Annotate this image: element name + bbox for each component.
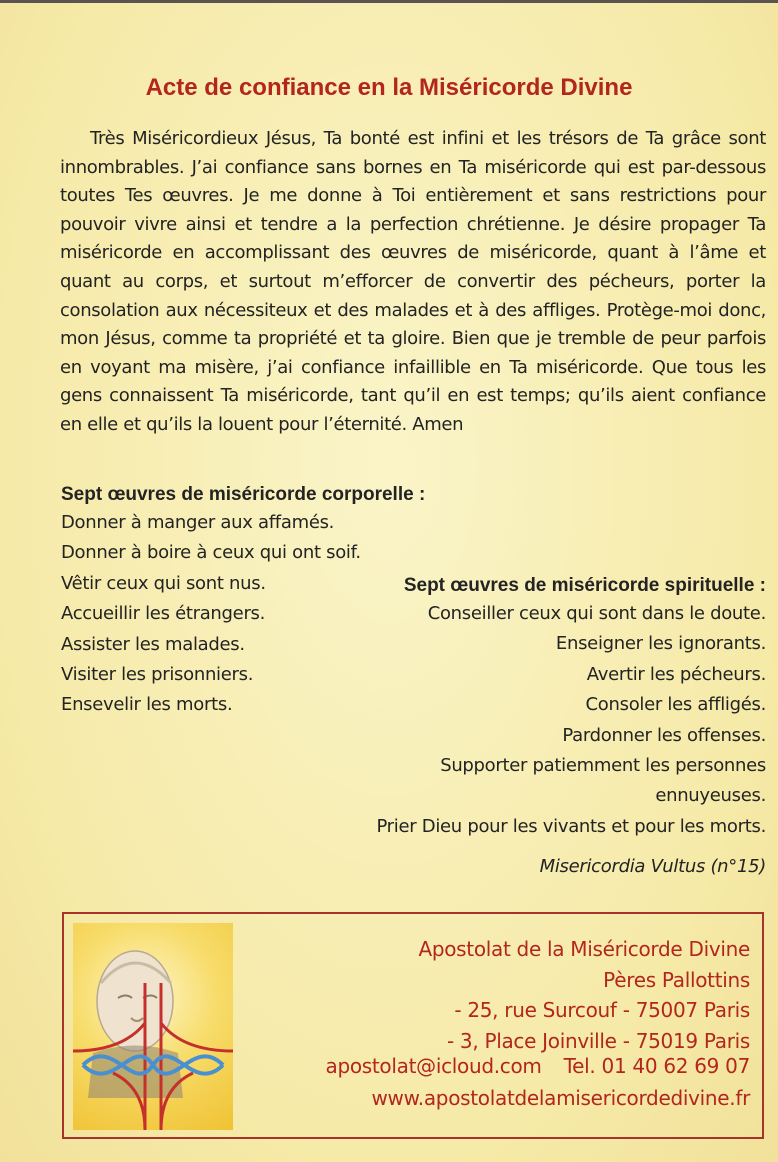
list-item: Donner à boire à ceux qui ont soif. <box>61 542 361 564</box>
phone-number: Tel. 01 40 62 69 07 <box>563 1054 750 1078</box>
address-line: Pères Pallottins <box>603 967 750 992</box>
contact-line <box>325 1054 750 1078</box>
address-block <box>418 934 750 1056</box>
list-item: Visiter les prisonniers. <box>61 663 254 685</box>
list-item: Enseigner les ignorants. <box>555 633 766 655</box>
list-item: Assister les malades. <box>61 633 245 655</box>
address-line: - 3, Place Joinville - 75019 Paris <box>446 1028 750 1053</box>
prayer-text <box>60 125 766 440</box>
pallottine-portrait-icon <box>73 923 233 1130</box>
contact-box <box>62 912 764 1139</box>
portrait-cross-logo <box>73 923 233 1130</box>
list-item: Vêtir ceux qui sont nus. <box>61 572 266 594</box>
list-item: Avertir les pécheurs. <box>586 663 766 685</box>
address-line: - 25, rue Surcouf - 75007 Paris <box>454 998 750 1022</box>
list-item: ennuyeuses. <box>655 785 766 807</box>
page-title: Acte de confiance en la Miséricorde Divine <box>145 74 633 101</box>
list-item: Donner à manger aux affamés. <box>61 512 335 533</box>
corporal-works-heading: Sept œuvres de miséricorde corporelle : <box>61 484 426 505</box>
top-edge-line <box>0 0 778 3</box>
citation: Misericordia Vultus (n°15) <box>539 856 766 877</box>
spiritual-works-heading: Sept œuvres de miséricorde spirituelle : <box>403 575 766 596</box>
list-item: Supporter patiemment les personnes <box>440 754 766 776</box>
list-item: Ensevelir les morts. <box>61 694 233 716</box>
email-address: apostolat@icloud.com <box>325 1054 542 1078</box>
address-line: Apostolat de la Miséricorde Divine <box>418 937 750 961</box>
prayer-body: Très Miséricordieux Jésus, Ta bonté est infini et les trésors de Ta grâce sont innombrables. J’ai confiance sans bornes en Ta miséricorde qui est par-dessous toutes Tes œuvres. Je me donne à Toi entièrement et sans restrictions pour pouvoir vivre ainsi et tendre a la perfection chrétienne. Je désire propager Ta miséricorde en accomplissant des œuvres de miséricorde, quant à l’âme et quant au corps, et surtout m’efforcer de convertir des pécheurs, porter la consolation aux nécessiteux et des malades et à des affliges. Protège-moi donc, mon Jésus, comme ta propriété et ta gloire. Bien que je tremble de peur parfois en voyant ma misère, j’ai confiance infaillible en Ta miséricorde. Que tous les gens connaissent Ta miséricorde, tant qu’il en est temps; qu’ils aient confiance en elle et qu’ils la louent pour l’éternité. Amen <box>60 128 766 435</box>
spiritual-works-list <box>376 599 766 842</box>
list-item: Conseiller ceux qui sont dans le doute. <box>427 603 766 624</box>
website-url: www.apostolatdelamisericordedivine.fr <box>371 1086 750 1110</box>
list-item: Pardonner les offenses. <box>562 724 766 746</box>
list-item: Accueillir les étrangers. <box>61 603 266 625</box>
list-item: Consoler les affligés. <box>585 694 766 716</box>
corporal-works-list <box>61 508 361 721</box>
list-item: Prier Dieu pour les vivants et pour les morts. <box>376 815 766 837</box>
